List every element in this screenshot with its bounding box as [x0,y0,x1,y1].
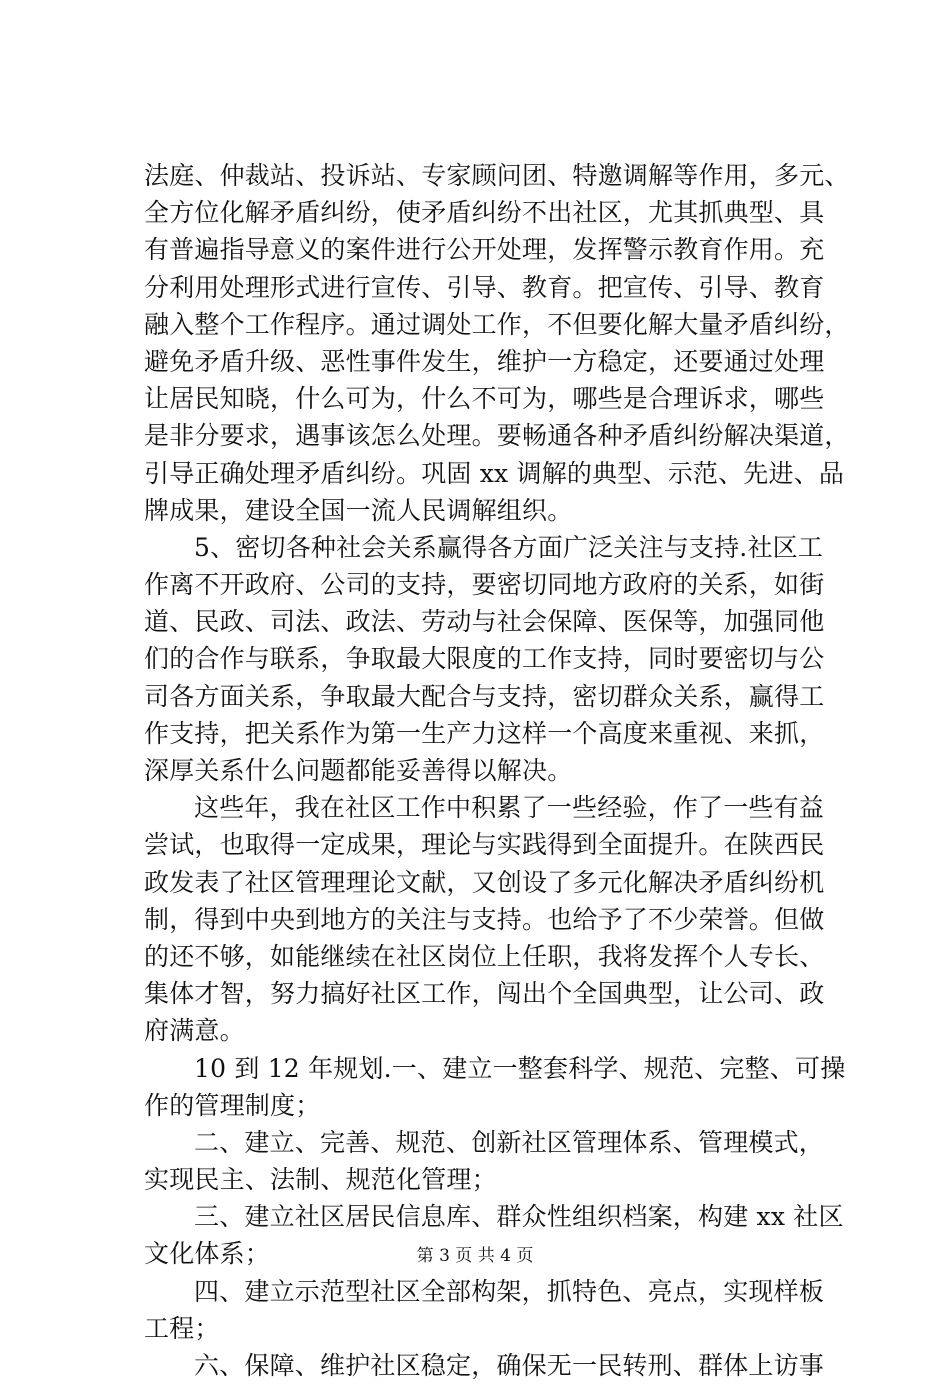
text-line: 道、民政、司法、政法、劳动与社会保障、医保等，加强同他 [144,607,825,637]
text-line: 六、保障、维护社区稳定，确保无一民转刑、群体上访事 [194,1351,825,1380]
text-line: 让居民知晓，什么可为，什么不可为，哪些是合理诉求，哪些 [144,384,825,414]
text-line: 融入整个工作程序。通过调处工作，不但要化解大量矛盾纠纷， [144,309,850,339]
text-line: 二、建立、完善、规范、创新社区管理体系、管理模式， [194,1127,825,1157]
text-line: 集体才智，努力搞好社区工作，闯出个全国典型，让公司、政 [144,979,825,1009]
text-line: 法庭、仲裁站、投诉站、专家顾问团、特邀调解等作用，多元、 [144,161,850,190]
text-line: 实现民主、法制、规范化管理； [144,1165,497,1195]
page-footer: 第 3 页 共 4 页 [416,1246,534,1266]
text-line: 深厚关系什么问题都能妥善得以解决。 [144,756,573,785]
text-line: 作离不开政府、公司的支持，要密切同地方政府的关系，如街 [144,570,825,600]
document-body [144,157,850,1384]
text-line: 有普遍指导意义的案件进行公开处理，发挥警示教育作用。充 [144,235,825,265]
text-line: 10 到 12 年规划.一、建立一整套科学、规范、完整、可操 [194,1053,846,1083]
text-line: 引导正确处理矛盾纠纷。巩固 xx 调解的典型、示范、先进、品 [144,458,845,488]
text-line: 们的合作与联系，争取最大限度的工作支持，同时要密切与公 [144,644,825,674]
text-line: 避免矛盾升级、恶性事件发生，维护一方稳定，还要通过处理 [144,346,825,376]
text-line: 作的管理制度； [144,1090,321,1120]
text-line: 四、建立示范型社区全部构架，抓特色、亮点，实现样板 [194,1276,825,1306]
text-line: 牌成果，建设全国一流人民调解组织。 [144,495,573,525]
text-line: 的还不够，如能继续在社区岗位上任职，我将发挥个人专长、 [144,941,825,971]
text-line: 全方位化解矛盾纠纷，使矛盾纠纷不出社区，尤其抓典型、具 [144,198,825,228]
text-line: 作支持，把关系作为第一生产力这样一个高度来重视、来抓， [144,718,825,748]
text-line: 政发表了社区管理理论文献，又创设了多元化解决矛盾纠纷机 [144,867,825,897]
text-line: 是非分要求，遇事该怎么处理。要畅通各种矛盾纠纷解决渠道， [144,421,850,451]
text-line: 司各方面关系，争取最大配合与支持，密切群众关系，赢得工 [144,681,825,711]
text-line: 府满意。 [144,1016,245,1046]
text-line: 尝试，也取得一定成果，理论与实践得到全面提升。在陕西民 [144,830,825,860]
text-line: 5、密切各种社会关系赢得各方面广泛关注与支持.社区工 [194,532,824,562]
text-line: 三、建立社区居民信息库、群众性组织档案，构建 xx 社区 [194,1202,844,1232]
text-line: 文化体系； [144,1239,271,1269]
text-line: 制，得到中央到地方的关注与支持。也给予了不少荣誉。但做 [144,904,825,934]
text-line: 分利用处理形式进行宣传、引导、教育。把宣传、引导、教育 [144,272,825,302]
text-line: 工程； [144,1313,220,1343]
text-line: 这些年，我在社区工作中积累了一些经验，作了一些有益 [194,793,825,823]
